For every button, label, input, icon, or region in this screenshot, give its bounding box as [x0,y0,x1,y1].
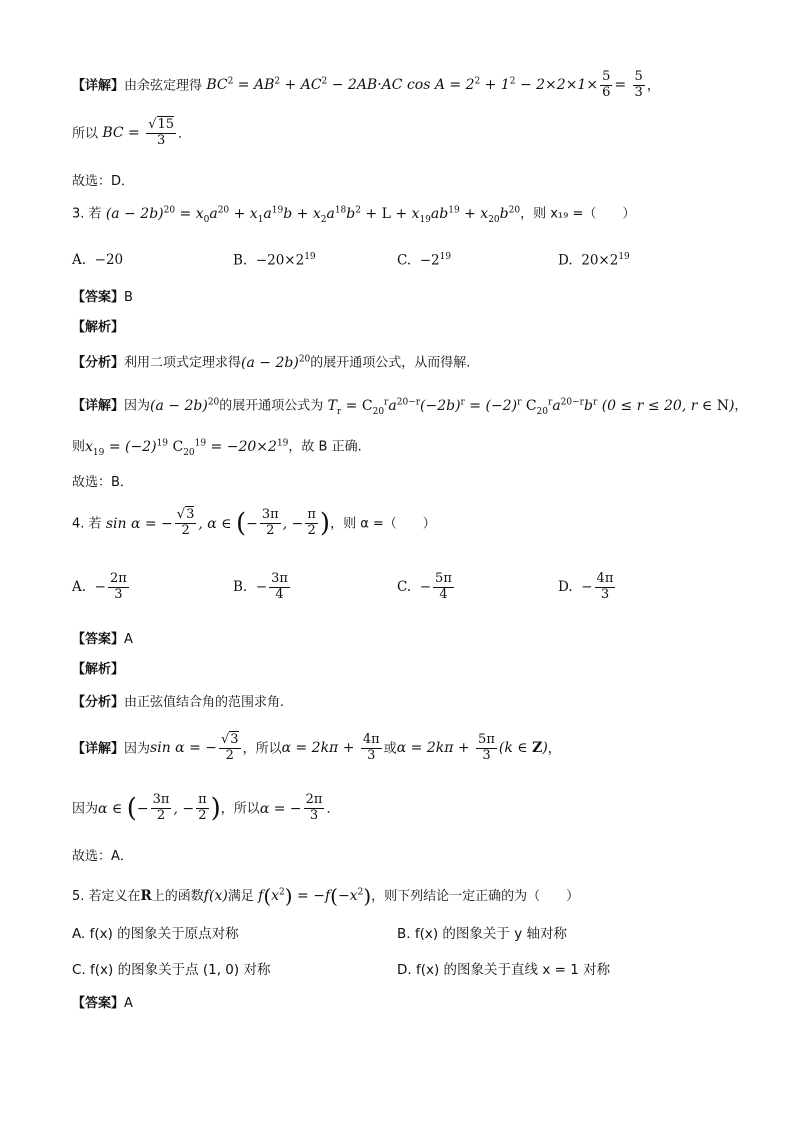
bc-result: BC = $\frac{√15}{3}$ [102,117,175,148]
q5-answer: 【答案】A [72,996,133,1011]
q3-detail-2: 则$x_{19} = (-2)^{19}$ $C_{20}^{19} = -20\times 2^{19}$，故 B 正确. [72,438,362,458]
q3-option-d: D. $20\times 2^{19}$ [558,252,630,269]
q3-detail-1: 【详解】因为$(a - 2b)^{20}$的展开通项公式为 $T_r = C_{20}^ra^{20-r}(-2b)^r = (-2)^r$ $C_{20}^ra^{20-r}b^r$ (0 ≤ r ≤ 20, r ∈ N)， [72,397,748,417]
q4-stem: 4. 若 sin α = − $\frac{√3}{2}$ , α ∈ (− $\frac{3\pi}{2}$ , − $\frac{\pi}{2}$ )，则 α =（ ） [72,507,436,539]
q3-expression: $(a - 2b)^{20} = x_0a^{20} + x_1a^{19}b + x_2a^{18}b^2 + L + x_{19}ab^{19} + x_{20}b^{20}$ [105,205,521,225]
q5-option-d: D. f(x) 的图象关于直线 x = 1 对称 [397,962,611,978]
q3-general-term: $T_r = C_{20}^ra^{20-r}(-2b)^r = (-2)^r$ $C_{20}^ra^{20-r}b^r$ (0 ≤ r ≤ 20, r ∈ N) [327,397,735,417]
detail-lead: 由余弦定理得 [124,78,203,94]
q5-option-b: B. f(x) 的图象关于 y 轴对称 [397,926,567,942]
detail-line-cosine: 【详解】由余弦定理得 $BC^2 = AB^2 + AC^2 - 2AB\cdot AC$ $\cos A = 2^2 + 1^2 - 2\times 2\times 1\times$ $\frac{5}{6}$ = $\frac{5}{3}$ ， [72,69,660,100]
q4-expression: sin α = − $\frac{√3}{2}$ , α ∈ (− $\frac{3\pi}{2}$ , − $\frac{\pi}{2}$ ) [105,507,331,539]
q4-option-c: C. − $\frac{5\pi}{4}$ [397,571,452,602]
q4-option-a: A. − $\frac{2\pi}{3}$ [72,571,127,602]
cosine-formula: $BC^2 = AB^2 + AC^2 - 2AB\cdot AC$ $\cos A = 2^2 + 1^2 - 2\times 2\times 1\times$ $\frac{5}{6}$ = $\frac{5}{3}$ [206,69,643,100]
q3-option-b: B. $-20\times 2^{19}$ [233,252,316,269]
q3-option-c: C. $-2^{19}$ [397,252,452,269]
q3-answer: 【答案】B [72,290,133,305]
detail-tag: 【详解】 [72,78,125,94]
q4-detail-2: 因为α ∈ (− $\frac{3\pi}{2}$ , − $\frac{\pi}{2}$ )，所以α = − $\frac{2\pi}{3}$ ． [72,792,340,824]
choice-d: 故选：D． [72,174,135,189]
q5-option-c: C. f(x) 的图象关于点 (1, 0) 对称 [72,962,271,978]
q5-option-a: A. f(x) 的图象关于原点对称 [72,926,239,942]
q4-detail-1: 【详解】因为sin α = − $\frac{√3}{2}$ ，所以α = 2kπ + $\frac{4\pi}{3}$ 或α = 2kπ + $\frac{5\pi}{3}$ (k ∈ Z)， [72,732,561,763]
so-label: 所以 [72,126,99,142]
q4-answer: 【答案】A [72,632,133,647]
q3-option-a: A. −20 [72,252,124,268]
q3-fenxi: 【分析】利用二项式定理求得$(a - 2b)^{20}$的展开通项公式，从而得解. [72,354,471,371]
q4-analysis-tag: 【解析】 [72,662,125,677]
result-line-bc: 所以 BC = $\frac{√15}{3}$ ． [72,117,192,148]
q4-option-d: D. − $\frac{4\pi}{3}$ [558,571,614,602]
q3-analysis-tag: 【解析】 [72,320,125,335]
q5-stem: 5. 若定义在R上的函数f(x)满足 $f(x^2) = -f(-x^2)$，则下列结论一定正确的为（ ） [72,884,580,908]
q4-fenxi: 【分析】由正弦值结合角的范围求角. [72,695,285,710]
choice-a: 故选：A． [72,849,133,864]
choice-b: 故选：B． [72,475,133,490]
q4-option-b: B. − $\frac{3\pi}{4}$ [233,571,288,602]
q3-stem: 3. 若 $(a - 2b)^{20} = x_0a^{20} + x_1a^{19}b + x_2a^{18}b^2 + L + x_{19}ab^{19} + x_{20}b^{20}$，则 x₁₉ =（ ） [72,205,636,225]
